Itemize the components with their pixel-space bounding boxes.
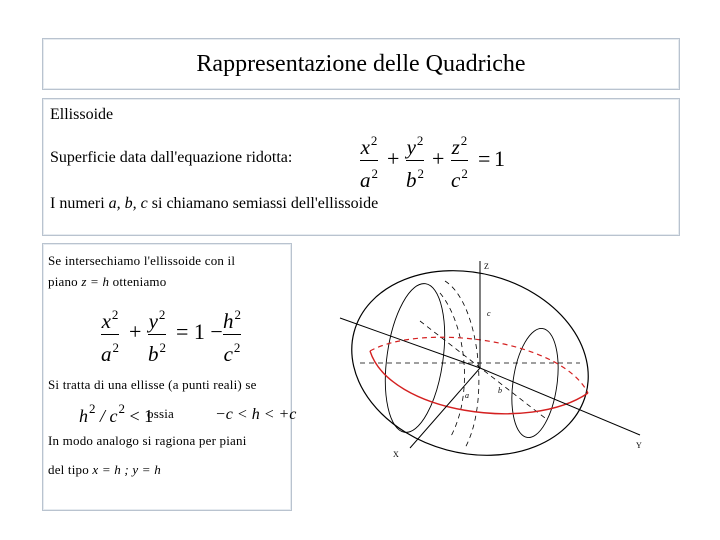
axis-label-x: X bbox=[393, 450, 399, 459]
axis-label-y: Y bbox=[636, 441, 642, 450]
ossia-text: ossia bbox=[147, 406, 174, 421]
slide-title: Rappresentazione delle Quadriche bbox=[196, 51, 526, 77]
frac-x-a: $x^2$ $a^2$ bbox=[101, 307, 119, 366]
semiaxis-label-b: b bbox=[498, 386, 502, 395]
ellipsoid-definition-box bbox=[42, 98, 680, 236]
plus-sign: + bbox=[129, 319, 142, 344]
semiaxes-line: I numeri a, b, c si chiamano semiassi dell'ellissoide bbox=[50, 195, 379, 212]
planes-line: del tipo x = h ; y = h bbox=[48, 462, 161, 477]
condition-left: $h^2 / c^2 < 1$ bbox=[79, 401, 154, 426]
surface-label: Superficie data dall'equazione ridotta: bbox=[50, 149, 293, 166]
ellipsoid-heading: Ellissoide bbox=[50, 106, 114, 123]
rhs-one: 1 bbox=[494, 146, 505, 171]
frac-x-a: $x^2$ $a^2$ bbox=[360, 133, 378, 192]
plane-section-box bbox=[42, 243, 297, 511]
equals-one-minus: = 1 − bbox=[176, 319, 223, 344]
frac-h-c: $h^2$ $c^2$ bbox=[223, 307, 241, 366]
ellipsoid-diagram bbox=[330, 243, 660, 473]
analog-text: In modo analogo si ragiona per piani bbox=[48, 433, 247, 448]
section-line-2: piano z = h otteniamo bbox=[48, 274, 167, 289]
semiaxis-label-c: c bbox=[487, 309, 491, 318]
frac-y-b: $y^2$ $b^2$ bbox=[406, 133, 424, 192]
semiaxis-label-a: a bbox=[465, 391, 469, 400]
plus-sign: + bbox=[432, 146, 445, 171]
y-axis bbox=[480, 368, 640, 435]
section-line-1: Se intersechiamo l'ellissoide con il bbox=[48, 253, 236, 268]
plus-sign: + bbox=[387, 146, 400, 171]
axis-label-z: Z bbox=[484, 262, 489, 271]
condition-text: Si tratta di una ellisse (a punti reali) se bbox=[48, 377, 257, 392]
frac-z-c: $z^2$ $c^2$ bbox=[451, 133, 468, 192]
axis-line-back bbox=[340, 318, 480, 368]
condition-right: −c < h < +c bbox=[215, 406, 297, 423]
x-axis bbox=[410, 368, 480, 448]
equals-sign: = bbox=[478, 146, 491, 171]
frac-y-b: $y^2$ $b^2$ bbox=[148, 307, 166, 366]
axes bbox=[340, 261, 640, 448]
title-box bbox=[42, 38, 680, 90]
